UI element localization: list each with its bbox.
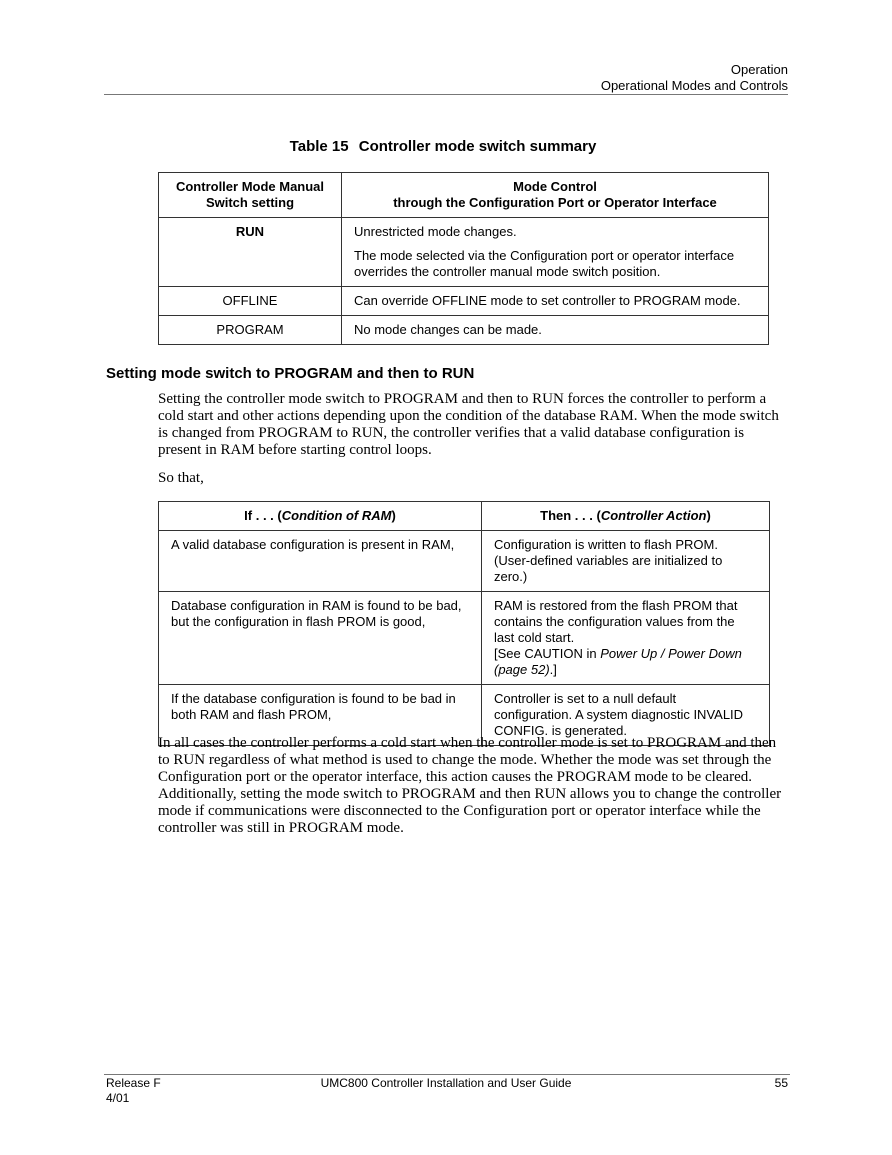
table-header-row (159, 502, 770, 531)
cell-action: Configuration is written to flash PROM. (User-defined variables are initialized to zero.) (482, 531, 770, 592)
column-header-action: Then . . . (Controller Action) (482, 502, 770, 531)
running-header (601, 62, 788, 94)
table-caption (0, 138, 892, 155)
cross-reference-link[interactable]: Power Up / Power Down (page 52) (494, 646, 742, 677)
table-number: Table 15 (289, 138, 349, 155)
table-row (159, 287, 769, 316)
cell-setting-run: RUN (159, 218, 342, 287)
caution-reference: [See CAUTION in Power Up / Power Down (page 52).] (494, 646, 742, 677)
table-row (159, 316, 769, 345)
table-header-row (159, 173, 769, 218)
body-paragraph: In all cases the controller performs a cold start when the controller mode is set to PROGRAM and then to RUN regardless of what method is used to change the mode. Whether the mode was set through the Configuration port or the operator interface, this action causes the PROGRAM mode to be cleared. Additionally, setting the mode switch to PROGRAM and then RUN allows you to change the controller mode if communications were disconnected to the Configuration port or operator interface while the controller was still in PROGRAM mode. (158, 735, 782, 836)
cell-action: RAM is restored from the flash PROM that contains the configuration values from the last cold start. [See CAUTION in Power Up / Power Down (page 52).] (482, 592, 770, 685)
footer-rule (104, 1074, 790, 1075)
cell-setting-offline: OFFLINE (159, 287, 342, 316)
cell-control-program: No mode changes can be made. (342, 316, 769, 345)
footer-title: UMC800 Controller Installation and User Guide (320, 1076, 572, 1090)
cell-condition: A valid database configuration is present in RAM, (159, 531, 482, 592)
column-header-condition: If . . . (Condition of RAM) (159, 502, 482, 531)
mode-switch-table (158, 172, 769, 345)
column-header-switch-setting: Controller Mode Manual Switch setting (159, 173, 342, 218)
cell-control-offline: Can override OFFLINE mode to set controller to PROGRAM mode. (342, 287, 769, 316)
cell-condition: Database configuration in RAM is found to be bad, but the configuration in flash PROM is good, (159, 592, 482, 685)
column-header-mode-control: Mode Control through the Configuration Port or Operator Interface (342, 173, 769, 218)
page-number: 55 (774, 1076, 788, 1090)
cell-action: Controller is set to a null default configuration. A system diagnostic INVALID CONFIG. is generated. (482, 685, 770, 746)
section-heading: Setting mode switch to PROGRAM and then to RUN (106, 365, 475, 382)
table-row (159, 592, 770, 685)
table-caption-text: Controller mode switch summary (358, 138, 597, 155)
body-paragraph: So that, (158, 470, 204, 486)
body-paragraph: Setting the controller mode switch to PROGRAM and then to RUN forces the controller to perform a cold start and other actions depending upon the condition of the database RAM. When the mode switch is changed from PROGRAM to RUN, the controller verifies that a valid database configuration is present in RAM before starting control loops. (158, 391, 779, 458)
cell-setting-program: PROGRAM (159, 316, 342, 345)
running-header-section: Operational Modes and Controls (600, 78, 788, 93)
cell-control-run: Unrestricted mode changes. The mode selected via the Configuration port or operator interface overrides the controller manual mode switch position. (342, 218, 769, 287)
table-row (159, 218, 769, 287)
header-rule (104, 94, 788, 95)
ram-condition-table (158, 501, 770, 746)
cell-condition: If the database configuration is found to be bad in both RAM and flash PROM, (159, 685, 482, 746)
table-row (159, 531, 770, 592)
running-header-chapter: Operation (730, 62, 788, 77)
footer-release: Release F 4/01 (106, 1076, 161, 1105)
